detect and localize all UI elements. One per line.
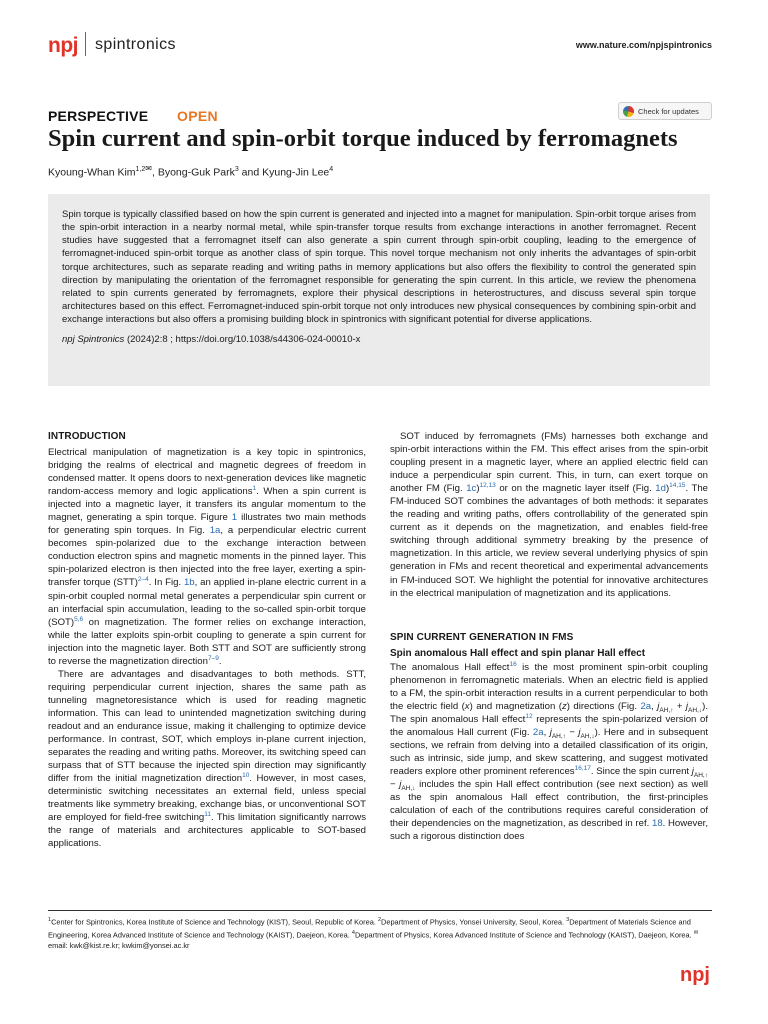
text-run: ). Here and in subsequent sections, we refrain from delving into a detailed classification of its origin, such as intrinsic, side jump, and skew scattering, and suggest motivated readers explore other prominent references bbox=[390, 726, 708, 777]
left-column bbox=[48, 430, 366, 850]
math-symbol: j bbox=[657, 700, 660, 712]
math-symbol: x bbox=[464, 700, 470, 712]
text-run: email: kwk@kist.re.kr; kwkim@yonsei.ac.kr bbox=[48, 941, 190, 951]
figure-link[interactable]: 1c bbox=[466, 483, 477, 495]
crossmark-icon bbox=[623, 106, 634, 117]
text-run: . In Fig. bbox=[148, 577, 184, 589]
author-list bbox=[48, 164, 333, 179]
affiliation-mark: 4 bbox=[329, 166, 334, 173]
citation-journal: npj Spintronics bbox=[62, 334, 125, 346]
author-name[interactable]: and Kyung-Jin Lee bbox=[238, 166, 330, 179]
text-run: . Since the spin current bbox=[590, 765, 692, 777]
abstract-box bbox=[48, 194, 710, 386]
math-symbol: j bbox=[685, 700, 689, 712]
journal-name[interactable]: spintronics bbox=[95, 36, 176, 53]
text-run: Department of Physics, Yonsei University, Seoul, Korea. bbox=[381, 917, 567, 927]
text-run: − bbox=[390, 779, 400, 791]
math-subscript: AH,↑ bbox=[551, 732, 566, 740]
text-run: ) bbox=[665, 483, 670, 495]
section-heading: INTRODUCTION bbox=[48, 431, 126, 442]
text-run: Electrical manipulation of magnetization is a key topic in spintronics, bridging the realms of electrical and magnetic degrees of freedom in condensed matter. It opens doors to next-generation devices like magnetic random-access memory and logic applications bbox=[48, 447, 366, 498]
reference-link[interactable]: 2–4 bbox=[137, 576, 149, 584]
reference-link[interactable]: 10 bbox=[242, 771, 250, 779]
author-name[interactable]: , Byong-Guk Park bbox=[151, 166, 235, 179]
text-run: is the most prominent spin-orbit coupling phenomenon in ferromagnetic materials. When an electric field is applied to a FM, the spin-orbit interaction results in a current perpendicular to both the electric field ( bbox=[390, 661, 709, 712]
text-run: . This limitation significantly narrows the range of materials and architectures applicable to SOT-based applications. bbox=[48, 812, 366, 850]
text-run: ) directions (Fig. bbox=[566, 700, 641, 712]
reference-link[interactable]: 1 bbox=[48, 917, 52, 923]
footnote-divider bbox=[48, 910, 712, 911]
section-heading: SPIN CURRENT GENERATION IN FMS bbox=[390, 631, 574, 643]
check-for-updates-button[interactable] bbox=[618, 102, 712, 120]
journal-url[interactable]: www.nature.com/npjspintronics bbox=[575, 40, 712, 50]
reference-link[interactable]: 2 bbox=[377, 917, 381, 923]
text-run: Center for Spintronics, Korea Institute of Science and Technology (KIST), Seoul, Republic of Korea. bbox=[51, 917, 378, 927]
text-run: . However, such a rigorous distinction does bbox=[390, 818, 708, 843]
math-symbol: j bbox=[399, 779, 402, 791]
reference-link[interactable]: 16,17 bbox=[574, 764, 591, 772]
article-title: Spin current and spin-orbit torque induced by ferromagnets bbox=[48, 125, 678, 152]
citation-line bbox=[62, 334, 696, 345]
figure-link[interactable]: 18 bbox=[651, 818, 663, 830]
open-access-badge: OPEN bbox=[177, 108, 218, 124]
reference-link[interactable]: 12 bbox=[525, 712, 533, 720]
right-column bbox=[390, 430, 708, 843]
reference-link[interactable]: 12,13 bbox=[479, 482, 496, 489]
figure-link[interactable]: 1a bbox=[209, 525, 221, 537]
text-run: , bbox=[543, 726, 550, 738]
text-run: ) bbox=[476, 483, 480, 495]
text-run: The anomalous Hall effect bbox=[390, 661, 510, 673]
section-spacer bbox=[390, 600, 708, 631]
text-run: . The FM-induced SOT combines the advantages of both methods: it separates the reading and writing paths, offers controllability of the generated spin current as it depends on the magnetization, and enables field-free switching through additional symmetry breaking by the presence of magnetization. In this article, we review several underlying physics of spin generation in FMs and recent theoretical and experimental advancements in FM-induced SOT. We highlight the potential for innovative architectures in the electrical manipulation of magnetization and its applications. bbox=[390, 483, 708, 599]
text-run: . However, in most cases, deterministic switching necessitates an external field, unless special treatments like symmetry breaking, exchange bias, or unconventional SOT are employed for field-free switching bbox=[48, 773, 366, 824]
paragraph bbox=[48, 446, 366, 668]
text-run: represents the spin-polarized version of the anomalous Hall current (Fig. bbox=[390, 713, 708, 738]
paragraph bbox=[390, 661, 708, 844]
paragraph bbox=[48, 668, 366, 851]
text-run: + bbox=[673, 700, 686, 712]
abstract-text: Spin torque is typically classified based on how the spin current is generated and injected into a magnet for manipulation. Spin-orbit torque arises from the spin-orbit interaction in a nearby normal metal, while spin-transfer torque results from exchange interactions in another ferromagnet. Recent studies have suggested that a ferromagnet itself can also generate a spin current through spin-orbit coupling, leading to the emergence of ferromagnet-induced spin-orbit torque as another class of spin torque. This novel torque mechanism not only inherits the advantages of spin-orbit torque architectures, such as separate reading and writing paths in memory applications but also offers the flexibility to control the generated spin direction by manipulating the orientation of the ferromagnet responsible for generating the spin current. In this article, we review the phenomena related to spin currents generated by ferromagnets, explore their physical descriptions in heterostructures, and discuss several spin torque architectures based on this effect. Ferromagnet-induced spin-orbit torque not only introduces new physical consequences by combining spin-orbit and exchange interactions but also offers a promising building block in spintronics with significant potential for diverse applications. bbox=[62, 209, 696, 326]
text-run: on magnetization. The former relies on exchange interaction, while the latter exploits spin-orbit coupling to generate a spin current for injection into the magnetic layer. Both STT and SOT are sufficiently strong to reverse the magnetization direction bbox=[48, 616, 366, 667]
affiliations-footnote bbox=[48, 915, 712, 952]
text-run: or on the magnetic layer itself (Fig. bbox=[495, 483, 656, 495]
reference-link[interactable]: 4 bbox=[351, 930, 355, 937]
reference-link[interactable]: 7–9 bbox=[207, 654, 219, 662]
math-symbol: j bbox=[578, 726, 581, 738]
affiliation-mark: 3 bbox=[234, 166, 239, 173]
reference-link[interactable]: 11 bbox=[204, 811, 211, 819]
text-run: − bbox=[565, 726, 579, 738]
article-type: PERSPECTIVE bbox=[48, 108, 149, 124]
reference-link[interactable]: 5,6 bbox=[74, 615, 84, 623]
math-subscript: AH,↑ bbox=[659, 706, 674, 714]
figure-link[interactable]: 1d bbox=[655, 483, 666, 495]
math-subscript: AH,↓ bbox=[401, 784, 416, 792]
text-run: Department of Materials Science and Engineering, Korea Advanced Institute of Science and Technology (KAIST), Daejeon, Korea. bbox=[48, 917, 691, 940]
text-run: There are advantages and disadvantages to both methods. STT, requiring perpendicular current injection, shares the same path as tunneling magnetoresistance which is used for reading magnetic information. This can lead to unintended magnetization switching during readout and an endurance issue, making it challenging to optimize device performance. In contrast, SOT, which employs in-plane current injection, separates the reading and writing paths. Moreover, its switching speed can surpass that of STT because the injected spin direction may significantly differ from the initial magnetization direction bbox=[48, 668, 366, 785]
affiliation-mark: 1,2 bbox=[135, 166, 146, 173]
text-run: includes the spin Hall effect contribution (see next section) as well as the spin anomalous Hall effect contribution, the first-principles calculation of each of the contributions requires careful consideration of their dependencies on the magnetization, as described in ref. bbox=[390, 779, 708, 830]
text-run: illustrates two main methods for generating spin torques. In Fig. bbox=[48, 512, 367, 537]
reference-link[interactable]: 16 bbox=[509, 660, 517, 668]
text-run: ) and magnetization ( bbox=[469, 700, 562, 712]
text-run: Department of Physics, Korea Advanced Institute of Science and Technology (KAIST), Daejeon, Korea. bbox=[354, 930, 694, 940]
text-run: , an applied in-plane electric current in a spin-orbit coupled normal metal generates a perpendicular spin current or an interfacial spin accumulation, leading to the so-called spin-orbit torque (SOT) bbox=[48, 577, 366, 628]
math-symbol: j bbox=[691, 765, 694, 777]
author-name[interactable]: Kyoung-Whan Kim bbox=[48, 166, 136, 179]
figure-link[interactable]: 2a bbox=[532, 726, 544, 738]
paragraph bbox=[390, 430, 708, 600]
npj-logo[interactable]: npj bbox=[48, 34, 78, 57]
subsection-heading: Spin anomalous Hall effect and spin planar Hall effect bbox=[390, 647, 646, 659]
text-run: ). The spin anomalous Hall effect bbox=[390, 700, 709, 725]
reference-link[interactable]: ✉ bbox=[693, 930, 699, 937]
text-run: . bbox=[218, 655, 222, 667]
text-run: . When a spin current is injected into a magnetic layer, it transfers its angular momentum to the magnet, generating a spin torque. Figure bbox=[48, 486, 367, 524]
math-symbol: j bbox=[549, 726, 552, 738]
math-subscript: AH,↓ bbox=[688, 706, 703, 714]
citation-doi[interactable]: (2024)2:8 ; https://doi.org/10.1038/s44306-024-00010-x bbox=[124, 334, 361, 346]
text-run: , a perpendicular electric current becomes spin-polarized due to the exchange interaction between conduction electron spins and magnetic moments in the pinned layer. This spin-polarized electron is then injected into the free layer, exerting a spin-transfer torque (STT) bbox=[48, 525, 366, 589]
figure-link[interactable]: 1 bbox=[231, 512, 238, 524]
math-symbol: z bbox=[561, 700, 567, 712]
check-for-updates-label: Check for updates bbox=[638, 106, 699, 116]
page-header bbox=[48, 30, 712, 60]
figure-link[interactable]: 2a bbox=[640, 700, 652, 712]
footer-npj-logo: npj bbox=[680, 964, 710, 986]
text-run: SOT induced by ferromagnets (FMs) harnesses both exchange and spin-orbit interactions within the FM. This effect arises from the spin-orbit coupling present in a magnetic layer, where an applied electric field can induce a perpendicular spin current. This, in turn, can exert torque on another FM (Fig. bbox=[390, 431, 708, 495]
math-subscript: AH,↑ bbox=[693, 771, 708, 779]
math-subscript: AH,↓ bbox=[580, 732, 595, 740]
header-divider bbox=[85, 32, 86, 56]
envelope-icon[interactable]: ✉ bbox=[145, 164, 152, 173]
reference-link[interactable]: 3 bbox=[566, 917, 570, 923]
reference-link[interactable]: 14,15 bbox=[669, 482, 686, 489]
text-run: , bbox=[651, 700, 658, 712]
reference-link[interactable]: 1 bbox=[252, 484, 257, 492]
figure-link[interactable]: 1b bbox=[183, 577, 195, 589]
